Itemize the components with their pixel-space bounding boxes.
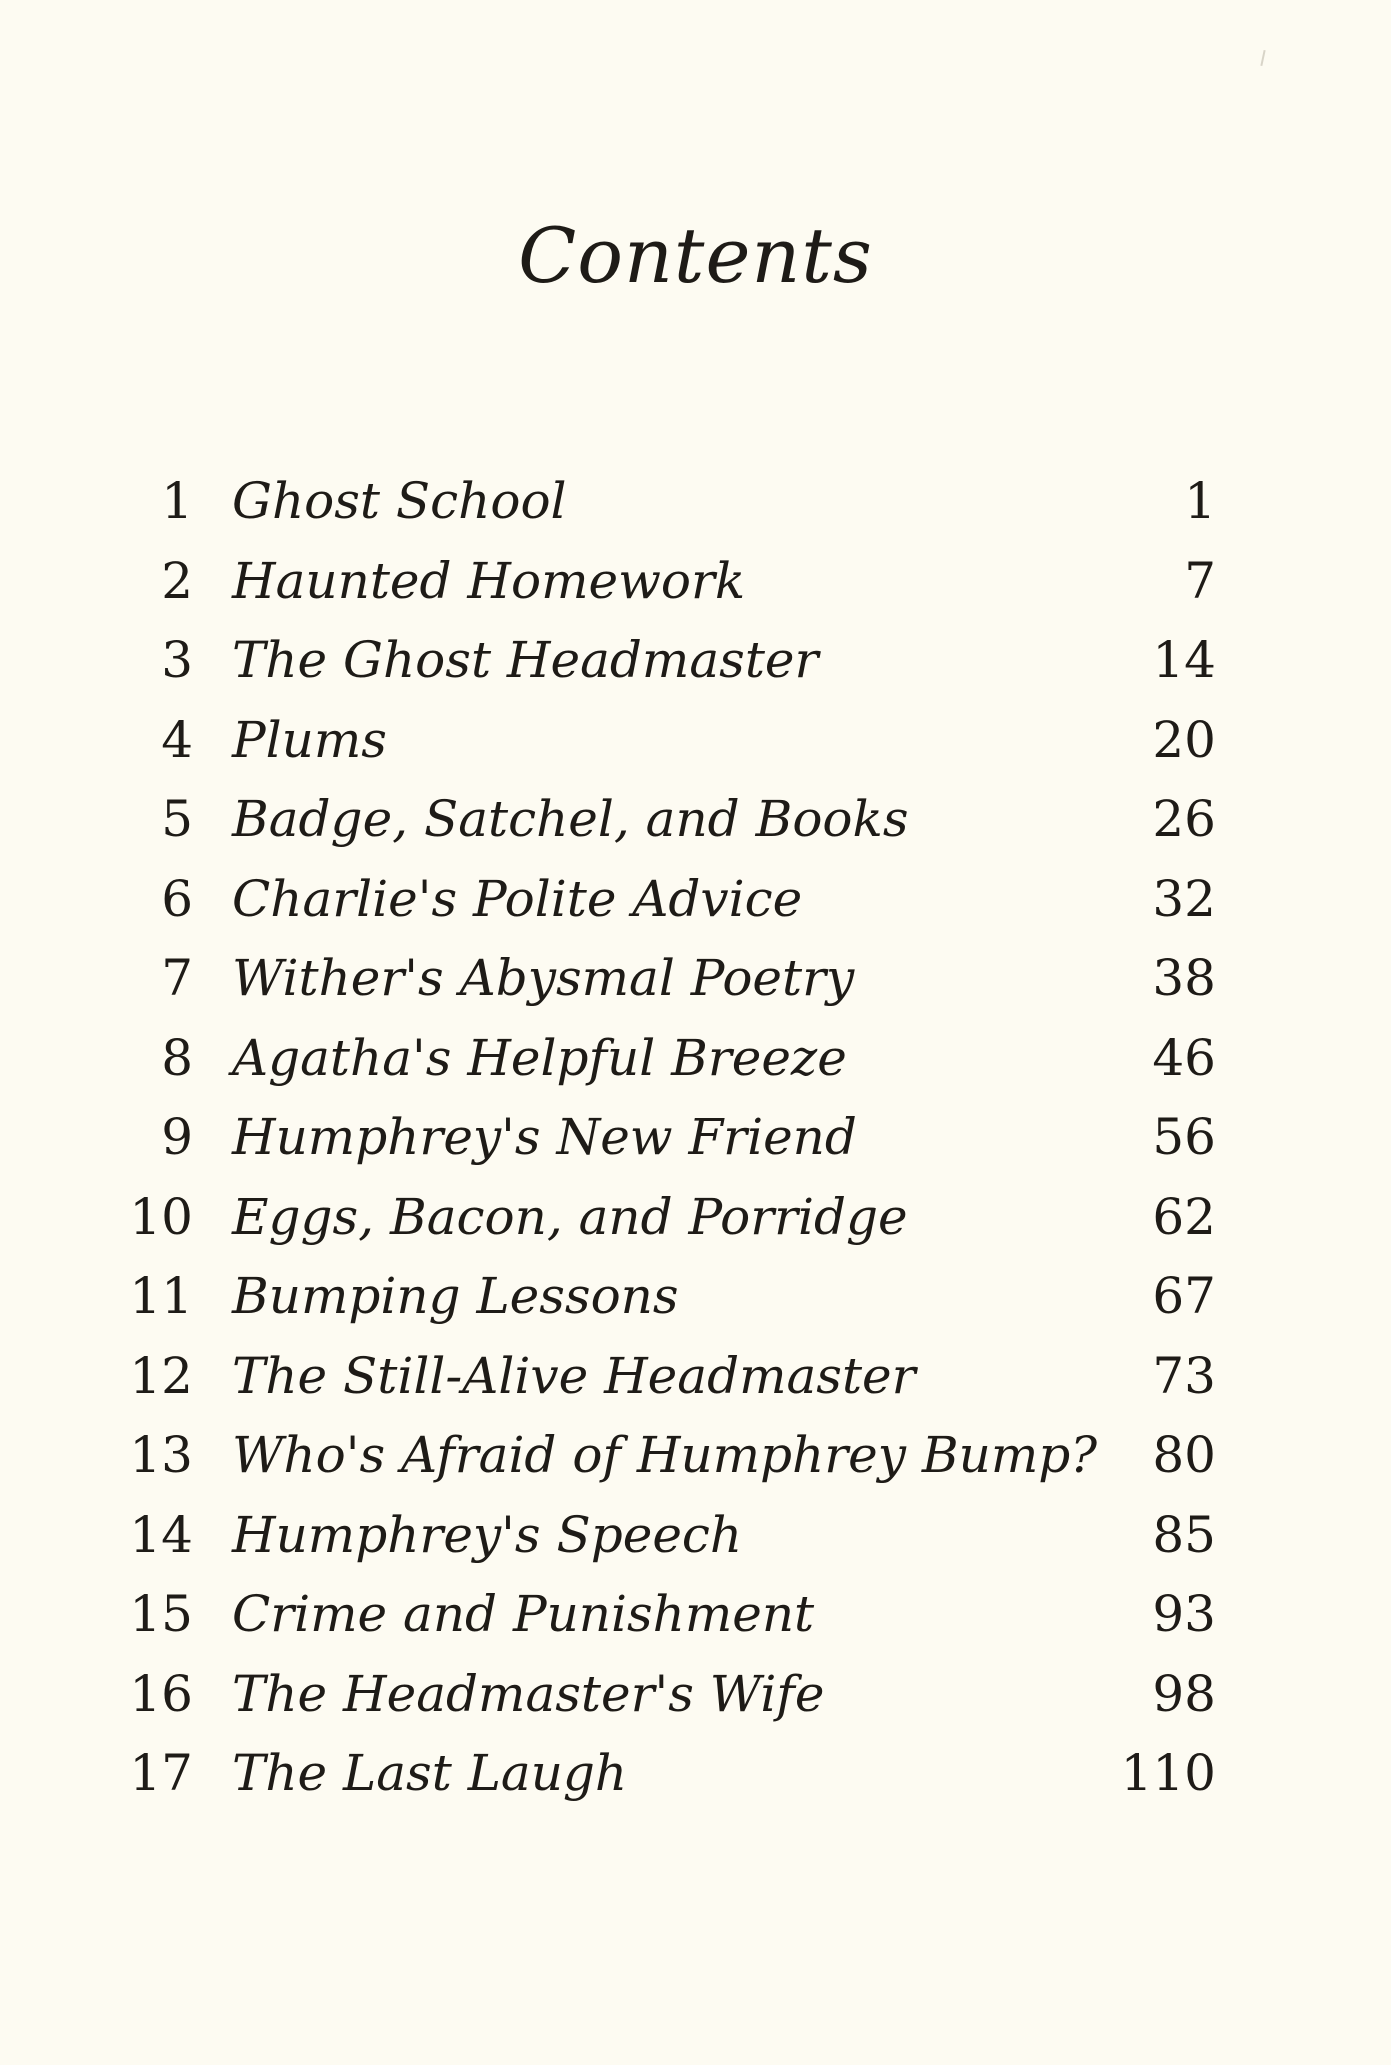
chapter-number: 11 [129, 1267, 193, 1325]
toc-row [0, 1337, 1391, 1417]
chapter-number: 10 [129, 1187, 193, 1246]
toc-row [0, 701, 1391, 781]
chapter-number: 17 [129, 1744, 193, 1802]
chapter-title: Wither's Abysmal Poetry [232, 949, 855, 1007]
chapter-title: Crime and Punishment [232, 1585, 815, 1643]
chapter-number: 9 [161, 1108, 193, 1166]
chapter-title: The Headmaster's Wife [232, 1664, 825, 1723]
chapter-page: 98 [1152, 1664, 1216, 1723]
chapter-title: Humphrey's New Friend [232, 1108, 857, 1166]
toc-row [0, 1098, 1391, 1178]
chapter-title: Haunted Homework [232, 551, 746, 610]
toc-row [0, 621, 1391, 701]
chapter-page: 93 [1152, 1585, 1216, 1643]
chapter-page: 32 [1152, 869, 1216, 928]
chapter-page: 110 [1120, 1744, 1216, 1802]
chapter-page: 62 [1152, 1187, 1216, 1246]
toc-row [0, 1416, 1391, 1496]
chapter-number: 8 [161, 1028, 193, 1087]
chapter-page: 20 [1152, 710, 1216, 769]
chapter-title: Plums [232, 710, 387, 769]
table-of-contents [0, 462, 1391, 1814]
chapter-number: 3 [161, 631, 193, 689]
chapter-title: The Ghost Headmaster [232, 631, 819, 689]
chapter-number: 5 [161, 790, 193, 848]
chapter-title: Charlie's Polite Advice [232, 869, 803, 928]
toc-row [0, 1734, 1391, 1814]
chapter-page: 46 [1152, 1028, 1216, 1087]
chapter-title: Humphrey's Speech [232, 1505, 743, 1564]
chapter-title: Bumping Lessons [232, 1267, 679, 1325]
chapter-title: Eggs, Bacon, and Porridge [232, 1187, 908, 1246]
chapter-number: 4 [161, 710, 193, 769]
toc-row [0, 542, 1391, 622]
chapter-number: 15 [129, 1585, 193, 1643]
chapter-number: 16 [129, 1664, 193, 1723]
chapter-title: Ghost School [232, 472, 567, 530]
toc-row [0, 1019, 1391, 1099]
chapter-page: 80 [1152, 1426, 1216, 1484]
toc-row [0, 1178, 1391, 1258]
toc-row [0, 860, 1391, 940]
chapter-page: 26 [1152, 790, 1216, 848]
chapter-title: Agatha's Helpful Breeze [232, 1028, 847, 1087]
chapter-page: 1 [1184, 472, 1216, 530]
chapter-number: 1 [161, 472, 193, 530]
chapter-number: 12 [129, 1346, 193, 1405]
toc-row [0, 1575, 1391, 1655]
toc-row [0, 1655, 1391, 1735]
toc-row [0, 780, 1391, 860]
chapter-number: 2 [161, 551, 193, 610]
chapter-title: Who's Afraid of Humphrey Bump? [232, 1426, 1098, 1484]
chapter-page: 85 [1152, 1505, 1216, 1564]
chapter-page: 73 [1152, 1346, 1216, 1405]
toc-row [0, 462, 1391, 542]
chapter-page: 14 [1152, 631, 1216, 689]
toc-row [0, 1257, 1391, 1337]
chapter-number: 13 [129, 1426, 193, 1484]
chapter-page: 56 [1152, 1108, 1216, 1166]
chapter-number: 14 [129, 1505, 193, 1564]
chapter-number: 6 [161, 869, 193, 928]
chapter-title: Badge, Satchel, and Books [232, 790, 909, 848]
toc-row [0, 939, 1391, 1019]
chapter-page: 38 [1152, 949, 1216, 1007]
chapter-title: The Last Laugh [232, 1744, 628, 1802]
page-title: Contents [518, 211, 873, 300]
chapter-page: 7 [1184, 551, 1216, 610]
paper-speck [1260, 50, 1265, 66]
chapter-title: The Still-Alive Headmaster [232, 1346, 916, 1405]
toc-row [0, 1496, 1391, 1576]
chapter-number: 7 [161, 949, 193, 1007]
chapter-page: 67 [1152, 1267, 1216, 1325]
